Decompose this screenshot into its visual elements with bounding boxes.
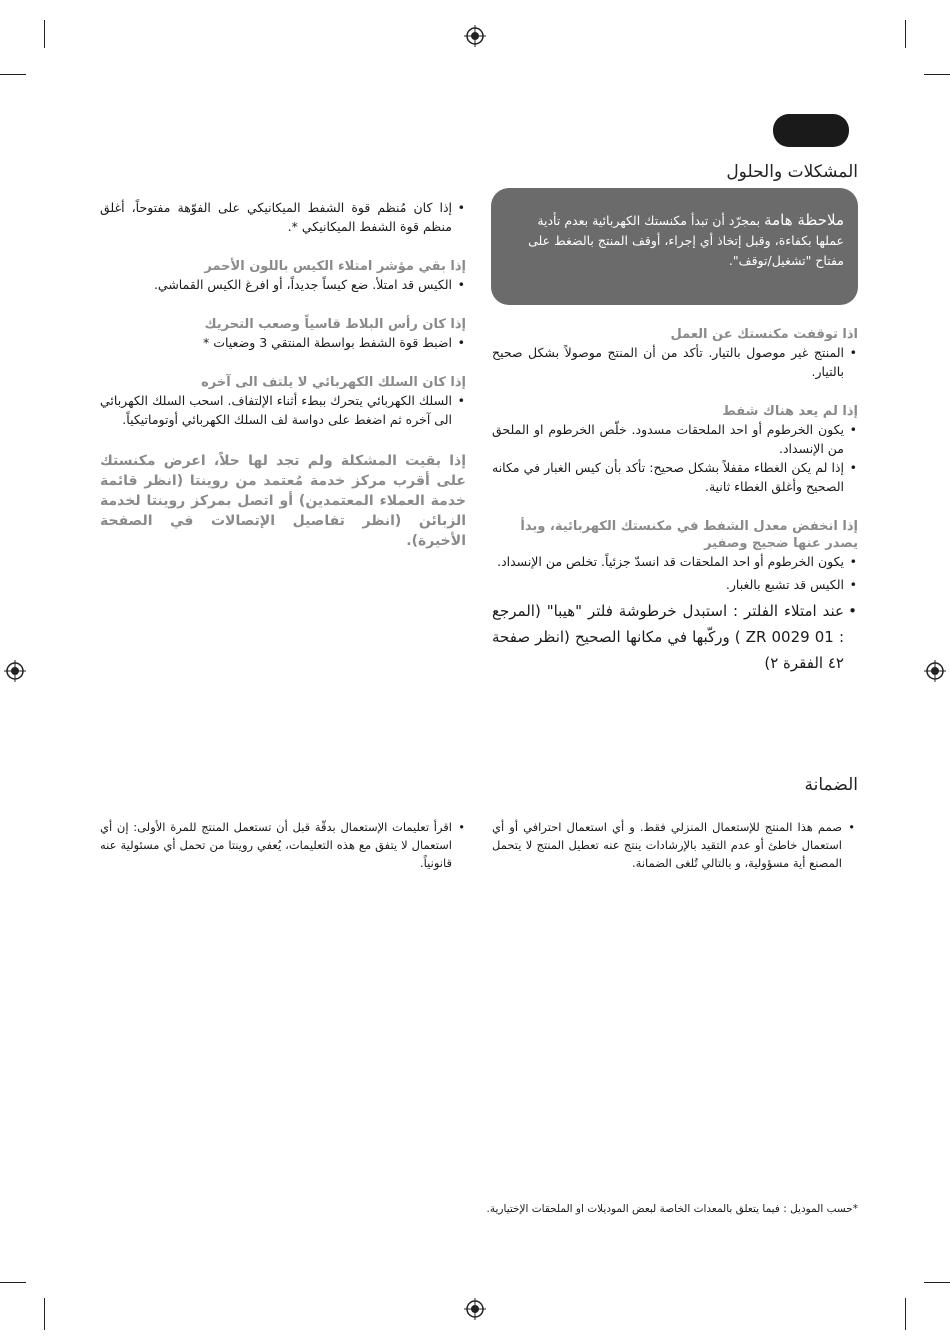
list-item: • يكون الخرطوم أو احد الملحقات مسدود. خلّص الخرطوم او الملحق من الإنسداد.: [492, 420, 844, 458]
problem-heading: إذا كان رأس البلاط قاسياً وصعب التحريك: [204, 317, 466, 332]
left-column: [100, 198, 466, 551]
crop-mark: [44, 20, 45, 48]
crop-mark: [924, 74, 950, 75]
list-item: • السلك الكهربائي يتحرك ببطء أثناء الإلتفاف. اسحب السلك الكهربائي الى آخره ثم اضغط على دواسة لف السلك الكهربائي أوتوماتيكياً.: [100, 391, 452, 429]
warranty-left: [100, 818, 466, 872]
problem-heading: إذا كان السلك الكهربائي لا يلتف الى آخره: [201, 375, 466, 390]
list-item: • اضبط قوة الشفط بواسطة المنتقي 3 وضعيات *: [100, 333, 452, 352]
important-note: [491, 188, 858, 305]
list-item: • صمم هذا المنتج للإستعمال المنزلي فقط. و أي استعمال احترافي أو أي استعمال خاطئ أو عدم التقيد بالإرشادات ينتج عنه تعطيل المنتج لا يتحمل المصنع أية مسؤولية، و بالتالي تُلغى الضمانة.: [492, 818, 842, 872]
registration-mark-icon: [4, 660, 26, 682]
note-text: بمجرّد أن تبدأ مكنستك الكهربائية بعدم تأدية عملها بكفاءة، وقبل إتخاذ أي إجراء، أوقف المنتج بالضغط على مفتاح "تشغيل/توقف".: [528, 213, 844, 268]
crop-mark: [905, 20, 906, 48]
language-tab: [773, 114, 849, 147]
problem-block: [492, 326, 858, 381]
crop-mark: [905, 1298, 906, 1330]
list-item: • عند امتلاء الفلتر : استبدل خرطوشة فلتر "هيبا" (المرجع : ZR 0029 01 ) وركّبها في مكانها الصحيح (انظر صفحة ٤٢ الفقرة ٢): [492, 598, 844, 676]
list-item: • اقرأ تعليمات الإستعمال بدقّة قبل أن تستعمل المنتج للمرة الأولى: إن أي استعمال لا يتفق مع هذه التعليمات، يُعفي روينتا من تحمل أي مسئولية عنه قانونياً.: [100, 818, 452, 872]
problem-block: [100, 316, 466, 352]
list-item: • يكون الخرطوم أو احد الملحقات قد انسدّ جزئياً. تخلص من الإنسداد.: [492, 552, 844, 571]
problem-heading: إذا بقي مؤشر امتلاء الكيس باللون الأحمر: [204, 259, 466, 274]
registration-mark-icon: [464, 1298, 486, 1320]
problem-block: [100, 374, 466, 429]
registration-mark-icon: [924, 660, 946, 682]
warranty-right: [492, 818, 856, 872]
problem-block: [100, 198, 466, 236]
service-note: إذا بقيت المشكلة ولم تجد لها حلاً، اعرض مكنستك على أقرب مركز خدمة مُعتمد من روينتا (انظر قائمة خدمة العملاء المعتمدين) أو اتصل بمركز روينتا لخدمة الزبائن (انظر تفاصيل الإتصالات في الصفحة الأخيرة).: [100, 453, 466, 549]
problem-heading: إذا لم يعد هناك شفط: [722, 404, 858, 419]
problem-heading: اذا توقفت مكنستك عن العمل: [670, 327, 858, 342]
list-item: • إذا كان مُنظم قوة الشفط الميكانيكي على الفوّهة مفتوحاً، أغلق منظم قوة الشفط الميكانيكي *.: [100, 198, 452, 236]
problem-block: [100, 258, 466, 294]
problem-block: [492, 518, 858, 676]
registration-mark-icon: [464, 25, 486, 47]
crop-mark: [0, 1282, 26, 1283]
list-item: • إذا لم يكن الغطاء مقفلاً بشكل صحيح: تأكد بأن كيس الغبار في مكانه الصحيح وأغلق الغطاء ثانية.: [492, 458, 844, 496]
problem-block: [492, 403, 858, 496]
warranty-title: الضمانة: [804, 775, 858, 795]
crop-mark: [924, 1282, 950, 1283]
list-item: • الكيس قد امتلأ. ضع كيساً جديداً، أو افرغ الكيس القماشي.: [100, 275, 452, 294]
note-lead: ملاحظة هامة: [764, 211, 844, 229]
footnote: *حسب الموديل : فيما يتعلق بالمعدات الخاصة لبعض الموديلات او الملحقات الإختيارية.: [486, 1203, 858, 1215]
page-title: المشكلات والحلول: [726, 162, 858, 182]
crop-mark: [44, 1298, 45, 1330]
crop-mark: [0, 74, 26, 75]
list-item: • الكيس قد تشبع بالغبار.: [492, 575, 844, 594]
problem-heading: إذا انخفض معدل الشفط في مكنستك الكهربائية، وبدأ يصدر عنها ضجيج وصفير: [520, 519, 858, 551]
right-column: [492, 326, 858, 698]
list-item: • المنتج غير موصول بالتيار. تأكد من أن المنتج موصولاً بشكل صحيح بالتيار.: [492, 343, 844, 381]
